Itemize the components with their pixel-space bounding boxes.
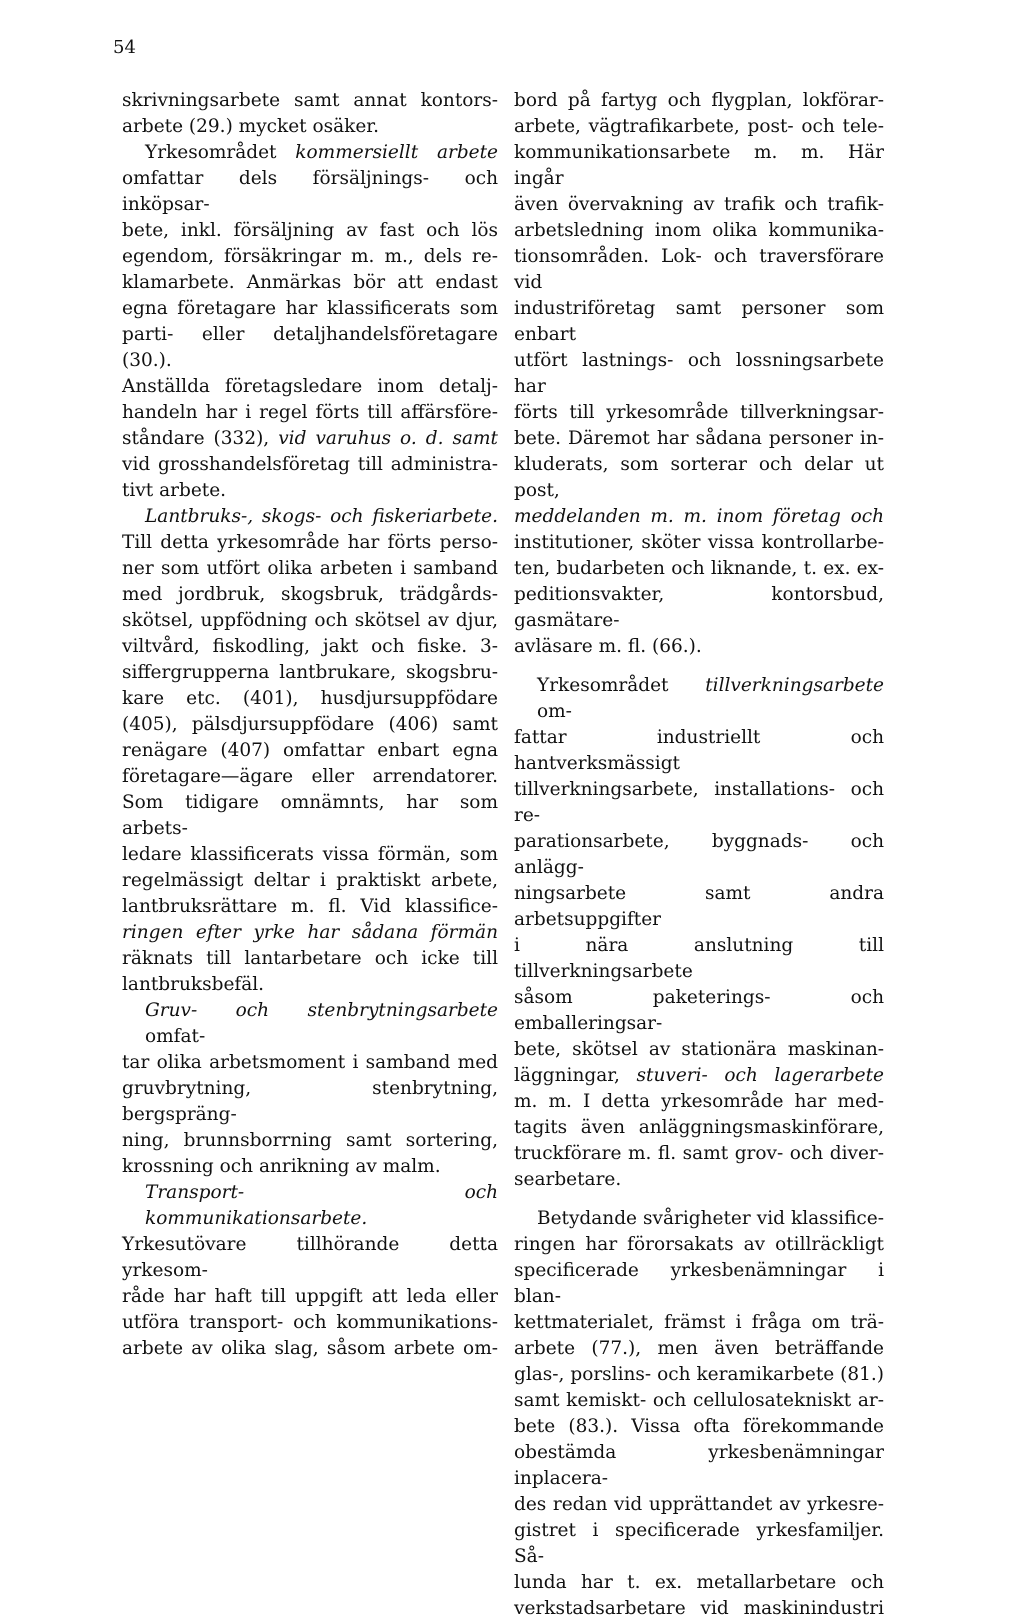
text-line bbox=[514, 1336, 884, 1362]
text-line bbox=[514, 1518, 884, 1570]
text-line bbox=[514, 1388, 884, 1414]
text-line bbox=[122, 296, 498, 322]
text-line bbox=[514, 218, 884, 244]
text-line bbox=[122, 946, 498, 972]
text-line bbox=[122, 972, 498, 998]
text-line bbox=[122, 790, 498, 842]
text-segment: lunda har t. ex. metallarbetare och bbox=[514, 1572, 884, 1593]
text-segment: arbete (77.), men även beträffande bbox=[514, 1338, 884, 1359]
text-segment: tionsområden. Lok- och traversförare vid bbox=[514, 246, 884, 293]
text-segment: lantbruksbefäl. bbox=[122, 974, 265, 995]
text-segment: ning, brunnsborrning samt sortering, bbox=[122, 1130, 498, 1151]
text-line bbox=[514, 1037, 884, 1063]
text-segment: lantbruksrättare m. fl. Vid klassifice- bbox=[122, 896, 498, 917]
text-line bbox=[514, 1089, 884, 1115]
text-segment: Yrkesutövare tillhörande detta yrkesom- bbox=[122, 1234, 498, 1281]
text-line bbox=[514, 1570, 884, 1596]
text-segment: om- bbox=[537, 701, 572, 722]
text-line bbox=[514, 530, 884, 556]
text-segment: tivt arbete. bbox=[122, 480, 227, 501]
text-line bbox=[514, 1232, 884, 1258]
text-line bbox=[514, 400, 884, 426]
text-line bbox=[122, 166, 498, 218]
text-segment: regelmässigt deltar i praktiskt arbete, bbox=[122, 870, 498, 891]
text-line bbox=[122, 660, 498, 686]
text-line bbox=[122, 712, 498, 738]
text-segment: skrivningsarbete samt annat kontors- bbox=[122, 90, 498, 111]
italic-segment: Transport- och kommunikationsarbete. bbox=[145, 1182, 498, 1229]
italic-segment: Lantbruks-, skogs- och fiskeriarbete. bbox=[145, 506, 498, 527]
text-line bbox=[122, 842, 498, 868]
text-segment: klamarbete. Anmärkas bör att endast bbox=[122, 272, 498, 293]
text-segment: fattar industriellt och hantverksmässigt bbox=[514, 727, 884, 774]
text-segment: ningsarbete samt andra arbetsuppgifter bbox=[514, 883, 884, 930]
text-segment: bete (83.). Vissa ofta förekommande bbox=[514, 1416, 884, 1437]
text-segment: kluderats, som sorterar och delar ut post, bbox=[514, 454, 884, 501]
text-line bbox=[514, 985, 884, 1037]
text-segment: siffergrupperna lantbrukare, skogsbru- bbox=[122, 662, 498, 683]
text-segment: searbetare. bbox=[514, 1169, 622, 1190]
text-line bbox=[514, 1141, 884, 1167]
text-segment: skötsel, uppfödning och skötsel av djur, bbox=[122, 610, 498, 631]
text-segment: omfat- bbox=[145, 1026, 206, 1047]
text-line bbox=[122, 400, 498, 426]
paragraph-break bbox=[514, 660, 884, 673]
text-segment: Till detta yrkesområde har förts perso- bbox=[122, 532, 498, 553]
text-segment: tagits även anläggningsmaskinförare, bbox=[514, 1117, 884, 1138]
text-line bbox=[122, 218, 498, 244]
text-line bbox=[514, 829, 884, 881]
text-line bbox=[514, 1362, 884, 1388]
text-line bbox=[122, 582, 498, 608]
text-segment: verkstadsarbetare vid maskinindustri bbox=[514, 1598, 884, 1619]
text-segment: omfattar dels försäljnings- och inköpsar- bbox=[122, 168, 498, 215]
text-line bbox=[122, 1076, 498, 1128]
text-line bbox=[514, 192, 884, 218]
text-line bbox=[122, 1310, 498, 1336]
text-segment: kettmaterialet, främst i fråga om trä- bbox=[514, 1312, 884, 1333]
text-line bbox=[514, 1063, 884, 1089]
text-segment: även övervakning av trafik och trafik- bbox=[514, 194, 884, 215]
text-segment: egna företagare har klassificerats som bbox=[122, 298, 498, 319]
text-line bbox=[514, 556, 884, 582]
text-line bbox=[122, 322, 498, 374]
text-segment: obestämda yrkesbenämningar inplacera- bbox=[514, 1442, 884, 1489]
text-segment: med jordbruk, skogsbruk, trädgårds- bbox=[122, 584, 498, 605]
italic-segment: vid varuhus o. d. samt bbox=[278, 428, 498, 449]
text-line bbox=[514, 1167, 884, 1193]
text-line bbox=[514, 582, 884, 634]
text-segment: des redan vid upprättandet av yrkesre- bbox=[514, 1494, 884, 1515]
text-line bbox=[514, 725, 884, 777]
text-line bbox=[122, 270, 498, 296]
text-line bbox=[122, 244, 498, 270]
text-line bbox=[122, 374, 498, 400]
text-line bbox=[514, 426, 884, 452]
text-line bbox=[122, 504, 498, 530]
text-line bbox=[122, 738, 498, 764]
text-segment: kommunikationsarbete m. m. Här ingår bbox=[514, 142, 884, 189]
text-segment: m. m. I detta yrkesområde har med- bbox=[514, 1091, 884, 1112]
text-line bbox=[514, 140, 884, 192]
text-segment: bete. Däremot har sådana personer in- bbox=[514, 428, 884, 449]
text-line bbox=[514, 296, 884, 348]
text-segment: bete, skötsel av stationära maskinan- bbox=[514, 1039, 884, 1060]
text-segment: Anställda företagsledare inom detalj- bbox=[122, 376, 498, 397]
text-line bbox=[122, 88, 498, 114]
text-segment: kare etc. (401), husdjursuppfödare bbox=[122, 688, 498, 709]
text-line bbox=[122, 452, 498, 478]
text-line bbox=[122, 1050, 498, 1076]
text-line bbox=[122, 868, 498, 894]
text-segment: Yrkesområdet bbox=[145, 142, 296, 163]
text-line bbox=[514, 1206, 884, 1232]
text-line bbox=[122, 1180, 498, 1232]
text-segment: gistret i specificerade yrkesfamiljer. Så- bbox=[514, 1520, 884, 1567]
text-segment: i nära anslutning till tillverkningsarbete bbox=[514, 935, 884, 982]
text-line bbox=[514, 504, 884, 530]
text-segment: krossning och anrikning av malm. bbox=[122, 1156, 441, 1177]
text-segment: institutioner, sköter vissa kontrollarbe- bbox=[514, 532, 884, 553]
text-segment: råde har haft till uppgift att leda eller bbox=[122, 1286, 498, 1307]
text-segment: vid grosshandelsföretag till administra- bbox=[122, 454, 498, 475]
text-segment: glas-, porslins- och keramikarbete (81.) bbox=[514, 1364, 884, 1385]
italic-segment: stuveri- och lagerarbete bbox=[636, 1065, 884, 1086]
text-segment: bete, inkl. försäljning av fast och lös bbox=[122, 220, 498, 241]
text-segment: Yrkesområdet bbox=[537, 675, 706, 696]
text-segment: läggningar, bbox=[514, 1065, 637, 1086]
text-segment: ten, budarbeten och liknande, t. ex. ex- bbox=[514, 558, 884, 579]
text-segment: arbete, vägtrafikarbete, post- och tele- bbox=[514, 116, 884, 137]
text-segment: Som tidigare omnämnts, har som arbets- bbox=[122, 792, 498, 839]
text-segment: ledare klassificerats vissa förmän, som bbox=[122, 844, 498, 865]
text-line bbox=[514, 1596, 884, 1622]
text-segment: samt kemiskt- och cellulosatekniskt ar- bbox=[514, 1390, 884, 1411]
text-segment: arbete (29.) mycket osäker. bbox=[122, 116, 380, 137]
text-line bbox=[514, 452, 884, 504]
text-segment: bord på fartyg och flygplan, lokförar- bbox=[514, 90, 884, 111]
text-line bbox=[122, 478, 498, 504]
paragraph-break bbox=[514, 1193, 884, 1206]
italic-segment: meddelanden m. m. inom företag och bbox=[514, 506, 884, 527]
text-segment: specificerade yrkesbenämningar i blan- bbox=[514, 1260, 884, 1307]
italic-segment: tillverkningsarbete bbox=[705, 675, 884, 696]
text-line bbox=[514, 777, 884, 829]
text-line bbox=[122, 894, 498, 920]
text-line bbox=[514, 673, 884, 725]
text-segment: företagare—ägare eller arrendatorer. bbox=[122, 766, 498, 787]
text-line bbox=[514, 88, 884, 114]
text-segment: gruvbrytning, stenbrytning, bergspräng- bbox=[122, 1078, 498, 1125]
text-line bbox=[514, 244, 884, 296]
text-line bbox=[122, 1232, 498, 1284]
text-segment: Betydande svårigheter vid klassifice- bbox=[537, 1208, 884, 1229]
text-segment: viltvård, fiskodling, jakt och fiske. 3- bbox=[122, 636, 498, 657]
text-line bbox=[122, 998, 498, 1050]
text-line bbox=[514, 634, 884, 660]
text-segment: utföra transport- och kommunikations- bbox=[122, 1312, 498, 1333]
page-number: 54 bbox=[113, 37, 136, 58]
text-segment: ringen har förorsakats av otillräckligt bbox=[514, 1234, 884, 1255]
text-segment: avläsare m. fl. (66.). bbox=[514, 636, 702, 657]
text-segment: egendom, försäkringar m. m., dels re- bbox=[122, 246, 498, 267]
text-line bbox=[514, 881, 884, 933]
text-segment: peditionsvakter, kontorsbud, gasmätare- bbox=[514, 584, 884, 631]
left-column bbox=[122, 88, 498, 1362]
text-segment: ståndare (332), bbox=[122, 428, 279, 449]
text-segment: truckförare m. fl. samt grov- och diver- bbox=[514, 1143, 884, 1164]
text-line bbox=[122, 634, 498, 660]
text-segment: ner som utfört olika arbeten i samband bbox=[122, 558, 498, 579]
text-line bbox=[122, 608, 498, 634]
text-line bbox=[514, 1414, 884, 1440]
text-line bbox=[122, 1336, 498, 1362]
text-segment: utfört lastnings- och lossningsarbete har bbox=[514, 350, 884, 397]
text-line bbox=[514, 1440, 884, 1492]
text-segment: renägare (407) omfattar enbart egna bbox=[122, 740, 498, 761]
text-segment: tar olika arbetsmoment i samband med bbox=[122, 1052, 498, 1073]
text-segment: arbetsledning inom olika kommunika- bbox=[514, 220, 884, 241]
text-line bbox=[122, 530, 498, 556]
italic-segment: ringen efter yrke har sådana förmän bbox=[122, 922, 498, 943]
text-segment: (405), pälsdjursuppfödare (406) samt bbox=[122, 714, 498, 735]
text-line bbox=[122, 140, 498, 166]
text-line bbox=[514, 348, 884, 400]
text-line bbox=[514, 114, 884, 140]
italic-segment: kommersiellt arbete bbox=[295, 142, 498, 163]
text-line bbox=[122, 1284, 498, 1310]
text-line bbox=[514, 933, 884, 985]
text-segment: såsom paketerings- och emballeringsar- bbox=[514, 987, 884, 1034]
text-line bbox=[122, 1154, 498, 1180]
text-segment: parti- eller detaljhandelsföretagare (30.). bbox=[122, 324, 498, 371]
italic-segment: Gruv- och stenbrytningsarbete bbox=[145, 1000, 498, 1021]
text-segment: handeln har i regel förts till affärsföre- bbox=[122, 402, 498, 423]
text-segment: tillverkningsarbete, installations- och re- bbox=[514, 779, 884, 826]
text-segment: industriföretag samt personer som enbart bbox=[514, 298, 884, 345]
text-line bbox=[514, 1310, 884, 1336]
right-column bbox=[514, 88, 884, 1622]
text-segment: räknats till lantarbetare och icke till bbox=[122, 948, 498, 969]
text-line bbox=[514, 1492, 884, 1518]
text-segment: förts till yrkesområde tillverkningsar- bbox=[514, 402, 884, 423]
text-line bbox=[122, 686, 498, 712]
text-line bbox=[514, 1258, 884, 1310]
text-line bbox=[122, 920, 498, 946]
text-line bbox=[122, 1128, 498, 1154]
text-segment: parationsarbete, byggnads- och anlägg- bbox=[514, 831, 884, 878]
text-segment: arbete av olika slag, såsom arbete om- bbox=[122, 1338, 498, 1359]
text-line bbox=[122, 556, 498, 582]
text-line bbox=[122, 764, 498, 790]
text-line bbox=[122, 114, 498, 140]
text-line bbox=[514, 1115, 884, 1141]
text-line bbox=[122, 426, 498, 452]
